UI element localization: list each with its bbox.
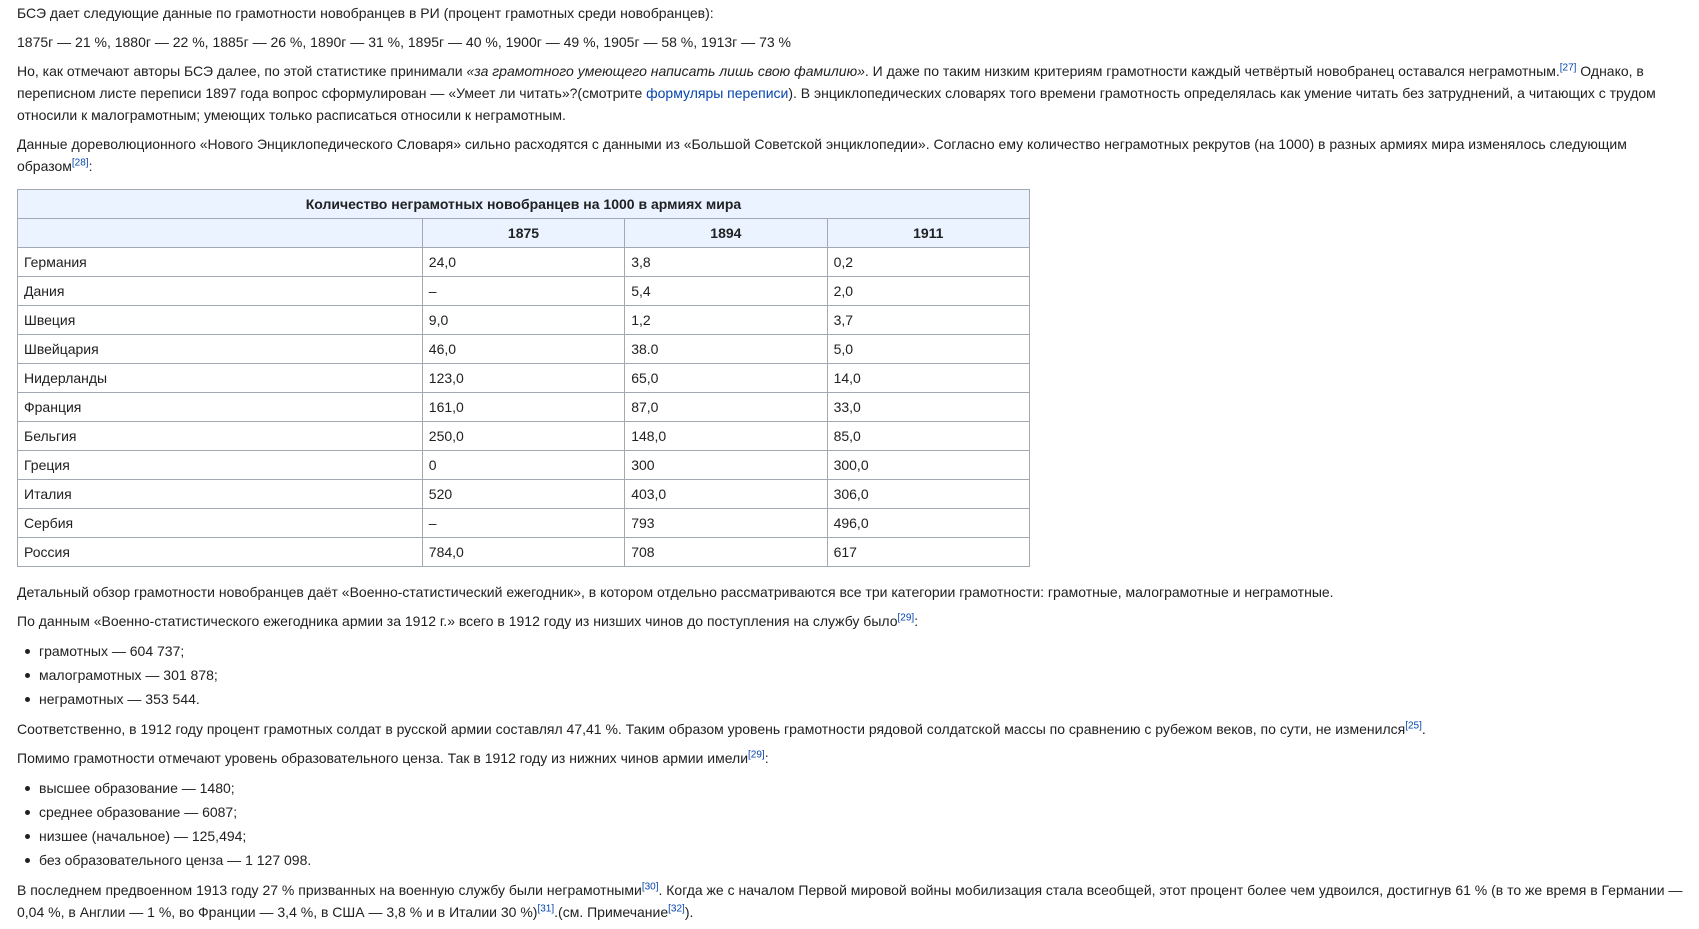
reference-link[interactable]: [27]	[1559, 62, 1577, 74]
text-span: Но, как отмечают авторы БСЭ далее, по этой статистике принимали	[17, 63, 467, 79]
list-item: без образовательного ценза — 1 127 098.	[39, 848, 1693, 872]
paragraph-bse-intro: БСЭ дает следующие данные по грамотности новобранцев в РИ (процент грамотных среди новобранцев):	[17, 5, 714, 21]
text-span: Помимо грамотности отмечают уровень образовательного ценза. Так в 1912 году из нижних чинов армии имели	[17, 750, 749, 766]
list-item: неграмотных — 353 544.	[39, 687, 1693, 711]
value-cell: 14,0	[827, 364, 1029, 393]
text-span: Соответственно, в 1912 году процент грамотных солдат в русской армии составлял 47,41 %. Таким образом уровень грамотности рядовой солдатской массы по сравнению с рубежом веков, по сути, не изменился	[17, 721, 1406, 737]
country-cell: Греция	[18, 451, 423, 480]
text-span: .	[1421, 721, 1426, 737]
list-item: высшее образование — 1480;	[39, 776, 1693, 800]
literacy-list	[17, 639, 1693, 711]
value-cell: 5,0	[827, 335, 1029, 364]
table-header-row	[18, 219, 1030, 248]
text-span: По данным «Военно-статистического ежегодника армии за 1912 г.» всего в 1912 году из низших чинов до поступления на службу было	[17, 613, 898, 629]
column-header: 1875	[422, 219, 624, 248]
country-cell: Италия	[18, 480, 423, 509]
paragraph-yearbook-overview: Детальный обзор грамотности новобранцев даёт «Военно-статистический ежегодник», в котором отдельно рассматриваются все три категории грамотности: грамотные, малограмотные и неграмотные.	[17, 584, 1334, 600]
table-row	[18, 422, 1030, 451]
reference-link[interactable]: [30]	[641, 881, 659, 893]
reference-29[interactable]	[748, 749, 765, 760]
list-item: малограмотных — 301 878;	[39, 663, 1693, 687]
country-cell: Германия	[18, 248, 423, 277]
paragraph-bse-criteria	[17, 60, 1693, 126]
paragraph-literacy-percent	[17, 718, 1693, 740]
paragraph-prewar-1913	[17, 879, 1693, 923]
value-cell: 403,0	[625, 480, 827, 509]
reference-25[interactable]	[1405, 720, 1422, 731]
value-cell: 87,0	[625, 393, 827, 422]
table-row	[18, 335, 1030, 364]
value-cell: 0	[422, 451, 624, 480]
census-forms-link[interactable]: формуляры переписи	[646, 85, 789, 101]
text-span: В последнем предвоенном 1913 году 27 % призванных на военную службу были неграмотными	[17, 882, 642, 898]
text-span: Данные дореволюционного «Нового Энциклопедического Словаря» сильно расходятся с данными из «Большой Советской энциклопедии». Согласно ему количество неграмотных рекрутов (на 1000) в разных армиях мира изменялось следующим образом	[17, 136, 1627, 174]
value-cell: 161,0	[422, 393, 624, 422]
text-span: ).	[684, 904, 694, 920]
value-cell: –	[422, 509, 624, 538]
reference-link[interactable]: [28]	[71, 157, 89, 169]
reference-28[interactable]	[72, 157, 89, 168]
table-row	[18, 480, 1030, 509]
table-body	[18, 248, 1030, 567]
value-cell: 1,2	[625, 306, 827, 335]
country-cell: Дания	[18, 277, 423, 306]
list-item: среднее образование — 6087;	[39, 800, 1693, 824]
value-cell: –	[422, 277, 624, 306]
reference-link[interactable]: [29]	[897, 612, 915, 624]
text-span: :	[88, 158, 93, 174]
value-cell: 123,0	[422, 364, 624, 393]
value-cell: 3,8	[625, 248, 827, 277]
value-cell: 24,0	[422, 248, 624, 277]
paragraph-education-level	[17, 747, 1693, 769]
column-header: 1911	[827, 219, 1029, 248]
reference-31[interactable]	[537, 903, 554, 914]
table-row	[18, 393, 1030, 422]
table-row	[18, 538, 1030, 567]
text-span: ). В энциклопедических словарях того времени грамотность определялась как умение читать без затруднений, а читающих с трудом относили к малограмотным; умеющих только расписаться относили к неграмотным.	[17, 85, 1656, 123]
value-cell: 520	[422, 480, 624, 509]
reference-30[interactable]	[642, 881, 659, 892]
table-row	[18, 306, 1030, 335]
illiterate-recruits-table	[17, 189, 1030, 567]
country-cell: Бельгия	[18, 422, 423, 451]
reference-link[interactable]: [29]	[748, 749, 765, 761]
list-item: низшее (начальное) — 125,494;	[39, 824, 1693, 848]
value-cell: 250,0	[422, 422, 624, 451]
italic-quote: «за грамотного умеющего написать лишь свою фамилию»	[466, 63, 865, 79]
table-row	[18, 509, 1030, 538]
text-span: .(см. Примечание	[554, 904, 669, 920]
table-caption: Количество неграмотных новобранцев на 1000 в армиях мира	[18, 190, 1030, 219]
reference-27[interactable]	[1560, 62, 1577, 73]
value-cell: 38.0	[625, 335, 827, 364]
value-cell: 85,0	[827, 422, 1029, 451]
table-row	[18, 364, 1030, 393]
value-cell: 0,2	[827, 248, 1029, 277]
paragraph-nes-data	[17, 133, 1693, 177]
text-span: Однако, в переписном листе переписи 1897 года вопрос сформулирован — «Умеет ли читать»?(смотрите	[17, 63, 1644, 101]
reference-link[interactable]: [25]	[1405, 720, 1422, 732]
country-cell: Франция	[18, 393, 423, 422]
education-list	[17, 776, 1693, 872]
value-cell: 306,0	[827, 480, 1029, 509]
paragraph-bse-percentages: 1875г — 21 %, 1880г — 22 %, 1885г — 26 %, 1890г — 31 %, 1895г — 40 %, 1900г — 49 %, 1905г — 58 %, 1913г — 73 %	[17, 34, 791, 50]
value-cell: 784,0	[422, 538, 624, 567]
country-cell: Сербия	[18, 509, 423, 538]
text-span: :	[764, 750, 769, 766]
value-cell: 300	[625, 451, 827, 480]
column-header: 1894	[625, 219, 827, 248]
text-span: :	[914, 613, 919, 629]
reference-29[interactable]	[898, 612, 915, 623]
country-cell: Нидерланды	[18, 364, 423, 393]
paragraph-yearbook-1912	[17, 610, 1693, 632]
value-cell: 617	[827, 538, 1029, 567]
table-row	[18, 248, 1030, 277]
country-cell: Россия	[18, 538, 423, 567]
value-cell: 46,0	[422, 335, 624, 364]
value-cell: 3,7	[827, 306, 1029, 335]
value-cell: 148,0	[625, 422, 827, 451]
list-item: грамотных — 604 737;	[39, 639, 1693, 663]
value-cell: 496,0	[827, 509, 1029, 538]
text-span: . Когда же с началом Первой мировой войны мобилизация стала всеобщей, этот процент более чем удвоился, достигнув 61 % (в то же время в Германии — 0,04 %, в Англии — 1 %, во Франции — 3,4 %, в США — 3,8 % и в Италии 30 %)	[17, 882, 1683, 920]
table-row	[18, 277, 1030, 306]
reference-link[interactable]: [31]	[537, 903, 555, 915]
table-row	[18, 451, 1030, 480]
reference-32[interactable]	[668, 903, 685, 914]
text-span: . И даже по таким низким критериям грамотности каждый четвёртый новобранец оставался неграмотным.	[864, 63, 1560, 79]
reference-link[interactable]: [32]	[668, 903, 685, 915]
value-cell: 9,0	[422, 306, 624, 335]
value-cell: 33,0	[827, 393, 1029, 422]
table-caption-row	[18, 190, 1030, 219]
country-cell: Швейцария	[18, 335, 423, 364]
value-cell: 5,4	[625, 277, 827, 306]
country-cell: Швеция	[18, 306, 423, 335]
value-cell: 793	[625, 509, 827, 538]
value-cell: 65,0	[625, 364, 827, 393]
value-cell: 708	[625, 538, 827, 567]
value-cell: 300,0	[827, 451, 1029, 480]
column-header	[18, 219, 423, 248]
value-cell: 2,0	[827, 277, 1029, 306]
